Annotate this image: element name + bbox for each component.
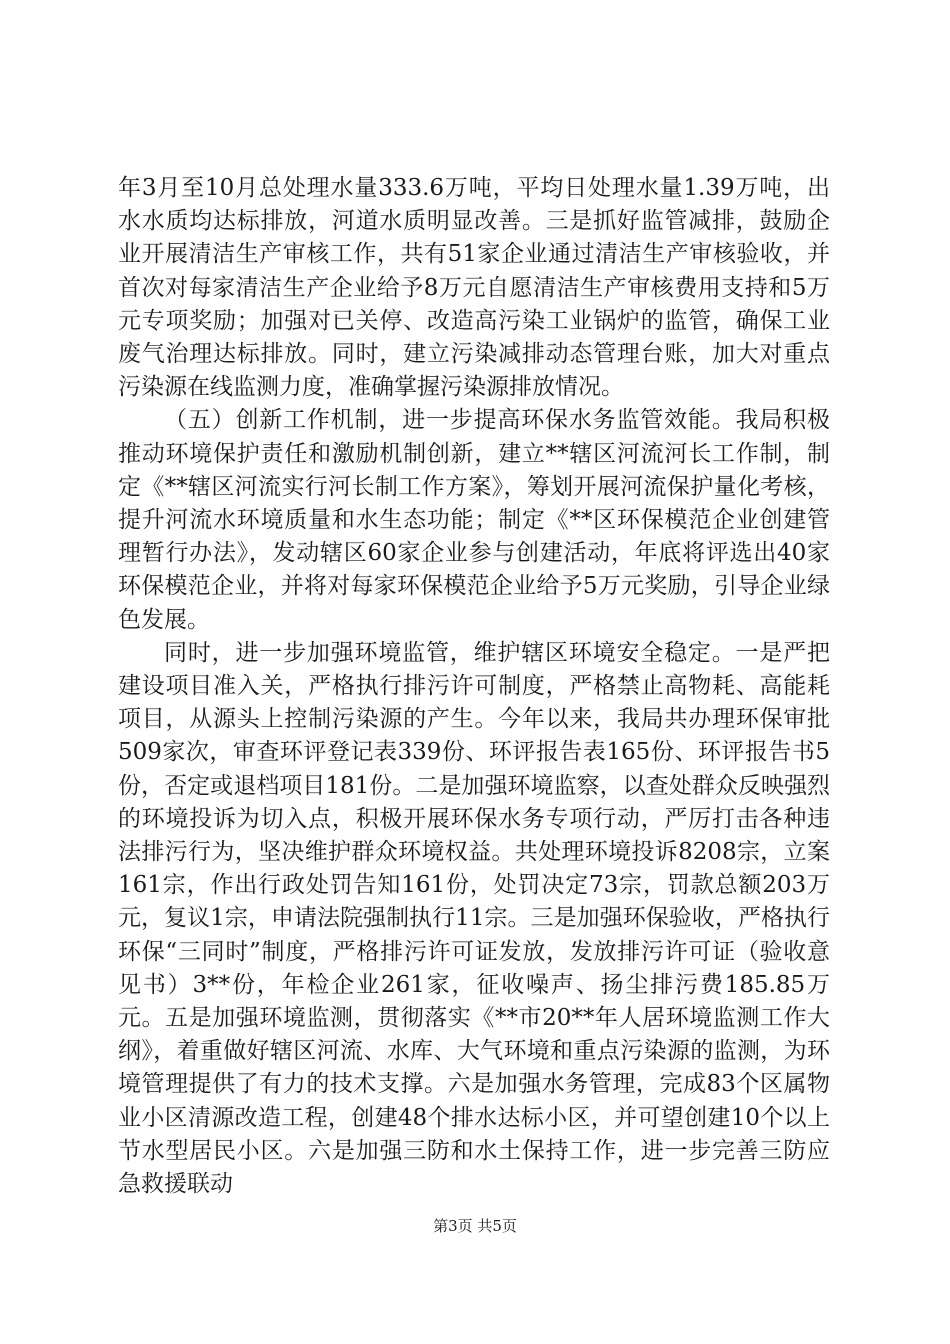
paragraph-continuation: 年3月至10月总处理水量333.6万吨，平均日处理水量1.39万吨，出水水质均达标排放，河道水质明显改善。三是抓好监管减排，鼓励企业开展清洁生产审核工作，共有51家企业通过清洁生产审核验收，并首次对每家清洁生产企业给予8万元自愿清洁生产审核费用支持和5万元专项奖励；加强对已关停、改造高污染工业锅炉的监管，确保工业废气治理达标排放。同时，建立污染减排动态管理台账，加大对重点污染源在线监测力度，准确掌握污染源排放情况。 <box>118 175 830 401</box>
page-footer: 第3页 共5页 <box>433 1217 517 1235</box>
document-body <box>118 172 830 1201</box>
paragraph-environmental-supervision: 同时，进一步加强环境监管，维护辖区环境安全稳定。一是严把建设项目准入关，严格执行排污许可制度，严格禁止高物耗、高能耗项目，从源头上控制污染源的产生。今年以来，我局共办理环保审批509家次，审查环评登记表339份、环评报告表165份、环评报告书5份，否定或退档项目181份。二是加强环境监察，以查处群众反映强烈的环境投诉为切入点，积极开展环保水务专项行动，严厉打击各种违法排污行为，坚决维护群众环境权益。共处理环境投诉8208宗，立案161宗，作出行政处罚告知161份，处罚决定73宗，罚款总额203万元，复议1宗，申请法院强制执行11宗。三是加强环保验收，严格执行环保“三同时”制度，严格排污许可证发放，发放排污许可证（验收意见书）3**份，年检企业261家，征收噪声、扬尘排污费185.85万元。五是加强环境监测，贯彻落实《**市20**年人居环境监测工作大纲》，着重做好辖区河流、水库、大气环境和重点污染源的监测，为环境管理提供了有力的技术支撑。六是加强水务管理，完成83个区属物业小区清源改造工程，创建48个排水达标小区，并可望创建10个以上节水型居民小区。六是加强三防和水土保持工作，进一步完善三防应急救援联动 <box>118 639 830 1198</box>
paragraph-innovation-mechanism: （五）创新工作机制，进一步提高环保水务监管效能。我局积极推动环境保护责任和激励机制创新，建立**辖区河流河长工作制，制定《**辖区河流实行河长制工作方案》，筹划开展河流保护量化考核，提升河流水环境质量和水生态功能；制定《**区环保模范企业创建管理暂行办法》，发动辖区60家企业参与创建活动，年底将评选出40家环保模范企业，并将对每家环保模范企业给予5万元奖励，引导企业绿色发展。 <box>118 407 830 633</box>
